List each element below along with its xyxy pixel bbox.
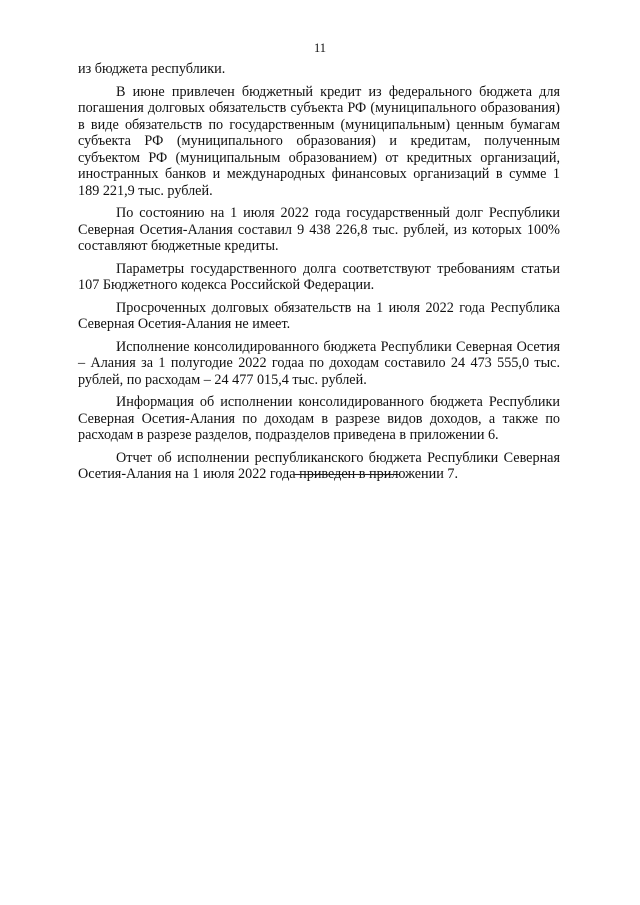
paragraph-budget-credit: В июне привлечен бюджетный кредит из федерального бюджета для погашения долговых обязательств субъекта РФ (муниципального образования) в виде обязательств по государственным (муниципальным) ценным бумагам субъекта РФ (муниципального образования) и кредитам, полученным субъектом РФ (муниципальным образованием) от кредитных организаций, иностранных банков и международных финансовых организаций в сумме 1 189 221,9 тыс. рублей. [78,83,560,199]
paragraph-overdue-obligations: Просроченных долговых обязательств на 1 июля 2022 года Республика Северная Осетия-Алания не имеет. [78,299,560,332]
page-number: 11 [313,41,327,55]
document-body [78,61,560,489]
paragraph-continuation: из бюджета республики. [78,61,226,77]
paragraph-consolidated-budget: Исполнение консолидированного бюджета Республики Северная Осетия – Алания за 1 полугодие 2022 годаа по доходам составило 24 473 555,0 тыс. рублей, по расходам – 24 477 015,4 тыс. рублей. [78,338,560,388]
closing-divider [294,474,400,475]
paragraph-appendix-7: Отчет об исполнении республиканского бюджета Республики Северная Осетия-Алания на 1 июля 2022 года приведен в приложении 7. [78,449,560,482]
paragraph-state-debt: По состоянию на 1 июля 2022 года государственный долг Республики Северная Осетия-Алания составил 9 438 226,8 тыс. рублей, из которых 100% составляют бюджетные кредиты. [78,205,560,254]
paragraph-debt-parameters: Параметры государственного долга соответствуют требованиям статьи 107 Бюджетного кодекса Российской Федерации. [78,260,560,293]
paragraph-appendix-6: Информация об исполнении консолидированного бюджета Республики Северная Осетия-Алания по доходам в разрезе видов доходов, а также по расходам в разрезе разделов, подразделов приведена в приложении 6. [78,394,560,443]
